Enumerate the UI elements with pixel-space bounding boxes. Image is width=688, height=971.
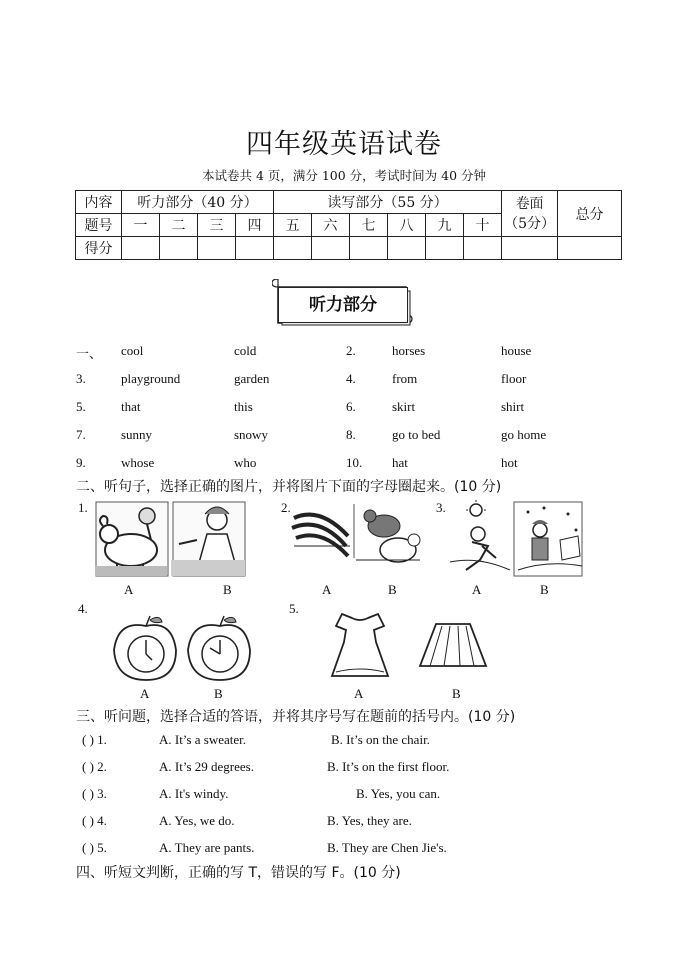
part1-item-number: 2. <box>346 343 356 358</box>
q1-option-b[interactable]: B <box>223 582 232 597</box>
qno-8: 八 <box>388 214 426 237</box>
q2-number: 2. <box>281 500 291 515</box>
clock-apple-b-icon <box>188 616 250 680</box>
part3-option-b: B. It’s on the first floor. <box>327 759 450 774</box>
q5-number: 5. <box>289 601 299 616</box>
qno-10: 十 <box>464 214 502 237</box>
part1-item-number: 10. <box>346 455 363 470</box>
part3-answer-bracket[interactable]: ( ) 4. <box>82 813 107 828</box>
part1-word: hat <box>392 455 408 470</box>
sunny-boy-icon <box>450 500 510 570</box>
qno-9: 九 <box>426 214 464 237</box>
q4-option-b[interactable]: B <box>214 686 223 701</box>
q3-option-a[interactable]: A <box>472 582 482 597</box>
q5-option-b[interactable]: B <box>452 686 461 701</box>
score-cell[interactable] <box>558 237 622 260</box>
header-question-no: 题号 <box>76 214 122 237</box>
part1-word: sunny <box>121 427 153 442</box>
header-total: 总分 <box>558 191 622 237</box>
score-cell[interactable] <box>274 237 312 260</box>
q2-pictures <box>290 502 424 574</box>
score-cell[interactable] <box>350 237 388 260</box>
part3-option-b: B. Yes, you can. <box>356 786 441 801</box>
part1-word: skirt <box>392 399 416 414</box>
part3-option-a: A. It’s 29 degrees. <box>159 759 254 774</box>
part1-item-number: 一、 <box>76 346 103 361</box>
exam-info: 本试卷共 4 页，满分 100 分，考试时间为 40 分钟 <box>201 168 487 183</box>
score-cell[interactable] <box>236 237 274 260</box>
skirt-icon <box>420 624 486 666</box>
part1-word: shirt <box>501 399 525 414</box>
qno-4: 四 <box>236 214 274 237</box>
feathers-icon <box>292 515 350 556</box>
q3-option-b[interactable]: B <box>540 582 549 597</box>
part1-item-number: 6. <box>346 399 356 414</box>
score-cell[interactable] <box>426 237 464 260</box>
score-cell[interactable] <box>312 237 350 260</box>
q2-option-a[interactable]: A <box>322 582 332 597</box>
score-cell[interactable] <box>160 237 198 260</box>
part1-word: horses <box>392 343 426 358</box>
header-neatness <box>502 191 558 237</box>
part3-option-a: A. It's windy. <box>159 786 229 801</box>
part1-word: garden <box>234 371 270 386</box>
score-cell[interactable] <box>502 237 558 260</box>
score-cell[interactable] <box>464 237 502 260</box>
banner-label: 听力部分 <box>278 287 408 323</box>
part1-word: playground <box>121 371 181 386</box>
part3-option-a: A. They are pants. <box>159 840 255 855</box>
part3-option-a: A. It’s a sweater. <box>159 732 247 747</box>
part1-item-number: 9. <box>76 455 86 470</box>
snowy-boy-icon <box>514 502 582 576</box>
part3-answer-bracket[interactable]: ( ) 3. <box>82 786 107 801</box>
header-reading-writing: 读写部分（55 分） <box>274 191 502 214</box>
q1-pictures <box>95 500 247 578</box>
q5-option-a[interactable]: A <box>354 686 364 701</box>
part3-option-b: B. Yes, they are. <box>327 813 412 828</box>
q2-option-b[interactable]: B <box>388 582 397 597</box>
page-title: 四年级英语试卷 <box>246 129 442 160</box>
score-cell[interactable] <box>122 237 160 260</box>
part1-word: from <box>392 371 418 386</box>
part1-word: this <box>234 399 253 414</box>
part1-item-number: 7. <box>76 427 86 442</box>
qno-2: 二 <box>160 214 198 237</box>
part3-option-b: B. It’s on the chair. <box>331 732 430 747</box>
part3-option-b: B. They are Chen Jie's. <box>327 840 447 855</box>
part2-heading: 二、听句子，选择正确的图片，并将图片下面的字母圈起来。(10 分) <box>76 479 502 495</box>
header-listening: 听力部分（40 分） <box>122 191 274 214</box>
part1-word: who <box>234 455 257 470</box>
part1-word: floor <box>501 371 527 386</box>
part3-heading: 三、听问题，选择合适的答语，并将其序号写在题前的括号内。(10 分) <box>76 709 516 725</box>
part1-word: go to bed <box>392 427 441 442</box>
q1-number: 1. <box>78 500 88 515</box>
part3-option-a: A. Yes, we do. <box>159 813 235 828</box>
q4-pictures <box>110 614 252 684</box>
q3-pictures <box>448 500 584 578</box>
q4-option-a[interactable]: A <box>140 686 150 701</box>
score-table <box>75 190 622 260</box>
part1-word: snowy <box>234 427 268 442</box>
part1-word: cold <box>234 343 257 358</box>
part1-word: house <box>501 343 532 358</box>
score-cell[interactable] <box>198 237 236 260</box>
part1-item-number: 4. <box>346 371 356 386</box>
neatness-label: 卷面 （5分） <box>504 195 556 232</box>
part1-word: cool <box>121 343 144 358</box>
part3-answer-bracket[interactable]: ( ) 2. <box>82 759 107 774</box>
part3-answer-bracket[interactable]: ( ) 1. <box>82 732 107 747</box>
q4-number: 4. <box>78 601 88 616</box>
q3-number: 3. <box>436 500 446 515</box>
qno-1: 一 <box>122 214 160 237</box>
qno-7: 七 <box>350 214 388 237</box>
qno-6: 六 <box>312 214 350 237</box>
part4-heading: 四、听短文判断，正确的写 T，错误的写 F。(10 分) <box>76 865 401 881</box>
q5-pictures <box>322 612 492 682</box>
part1-word: hot <box>501 455 518 470</box>
qno-3: 三 <box>198 214 236 237</box>
clock-apple-a-icon <box>114 616 176 680</box>
dress-icon <box>332 614 388 676</box>
header-score: 得分 <box>76 237 122 260</box>
score-cell[interactable] <box>388 237 426 260</box>
part1-item-number: 8. <box>346 427 356 442</box>
part3-answer-bracket[interactable]: ( ) 5. <box>82 840 107 855</box>
part1-word: that <box>121 399 141 414</box>
part1-word: whose <box>121 455 155 470</box>
header-content: 内容 <box>76 191 122 214</box>
q1-option-a[interactable]: A <box>124 582 134 597</box>
part1-word: go home <box>501 427 547 442</box>
chickens-icon <box>356 510 420 562</box>
part1-item-number: 5. <box>76 399 86 414</box>
section-banner <box>272 283 413 323</box>
qno-5: 五 <box>274 214 312 237</box>
part1-item-number: 3. <box>76 371 86 386</box>
